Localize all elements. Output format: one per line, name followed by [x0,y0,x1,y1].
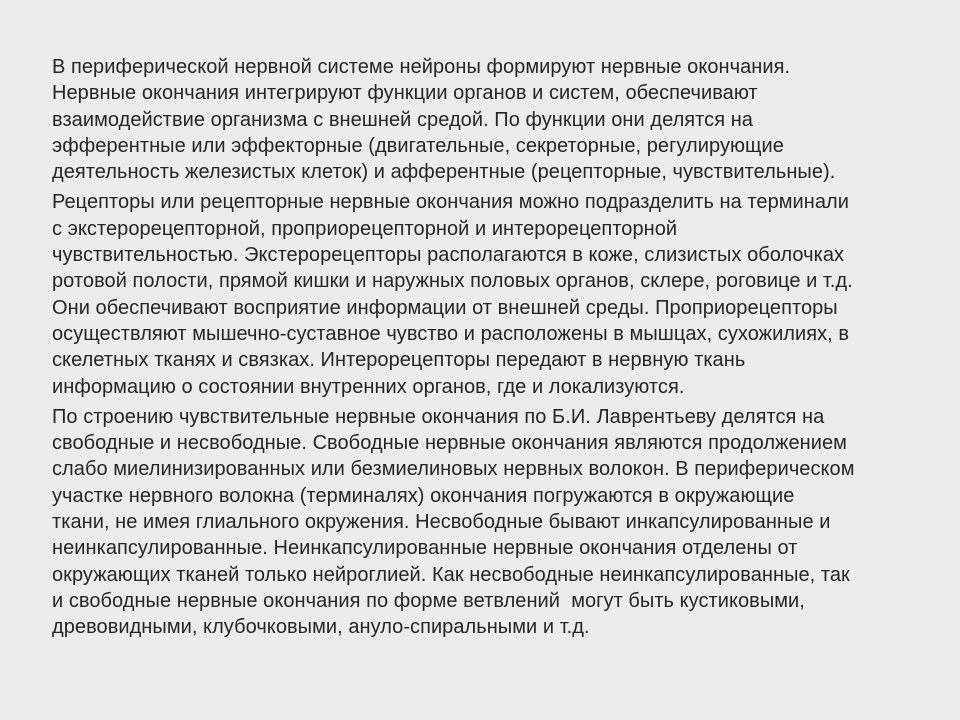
text-line: взаимодействие организма с внешней средой. По функции они делятся на [52,108,753,131]
text-line: чувствительностью. Экстерорецепторы располагаются в коже, слизистых оболочках [52,244,845,267]
text-line: деятельность железистых клеток) и афферентные (рецепторные, чувствительные). [52,161,836,184]
text-line: Они обеспечивают восприятие информации от внешней среды. Проприорецепторы [52,296,838,319]
text-body [52,54,916,645]
text-line: древовидными, клубочковыми, ануло-спиральными и т.д. [52,616,590,639]
text-line: неинкапсулированные. Неинкапсулированные нервные окончания отделены от [52,537,798,560]
paragraph-structure-classification [52,404,916,641]
text-line: Рецепторы или рецепторные нервные окончания можно подразделить на терминали [52,191,849,214]
paragraph-nerve-endings-intro [52,54,916,185]
text-line: и свободные нервные окончания по форме ветвлений могут быть кустиковыми, [52,589,805,612]
text-line: свободные и несвободные. Свободные нервные окончания являются продолжением [52,432,847,455]
text-line: эфферентные или эффекторные (двигательные, секреторные, регулирующие [52,134,784,157]
text-line: участке нервного волокна (терминалях) окончания погружаются в окружающие [52,484,795,507]
text-line: информацию о состоянии внутренних органов, где и локализуются. [52,375,685,398]
paragraph-receptors [52,189,916,399]
text-line: с экстерорецепторной, проприорецепторной и интерорецепторной [52,217,678,240]
text-line: В периферической нервной системе нейроны формируют нервные окончания. [52,56,791,78]
text-line: ткани, не имея глиального окружения. Несвободные бывают инкапсулированные и [52,511,831,534]
text-line: окружающих тканей только нейроглией. Как несвободные неинкапсулированные, так [52,563,850,586]
text-line: Нервные окончания интегрируют функции органов и систем, обеспечивают [52,82,758,105]
text-line: слабо миелинизированных или безмиелиновых нервных волокон. В периферическом [52,458,855,481]
text-line: осуществляют мышечно-суставное чувство и расположены в мышцах, сухожилиях, в [52,322,850,345]
text-line: По строению чувствительные нервные окончания по Б.И. Лаврентьеву делятся на [52,405,825,428]
text-line: ротовой полости, прямой кишки и наружных половых органов, склере, роговице и т.д. [52,270,853,293]
text-line: скелетных тканях и связках. Интерорецепторы передают в нервную ткань [52,349,746,372]
